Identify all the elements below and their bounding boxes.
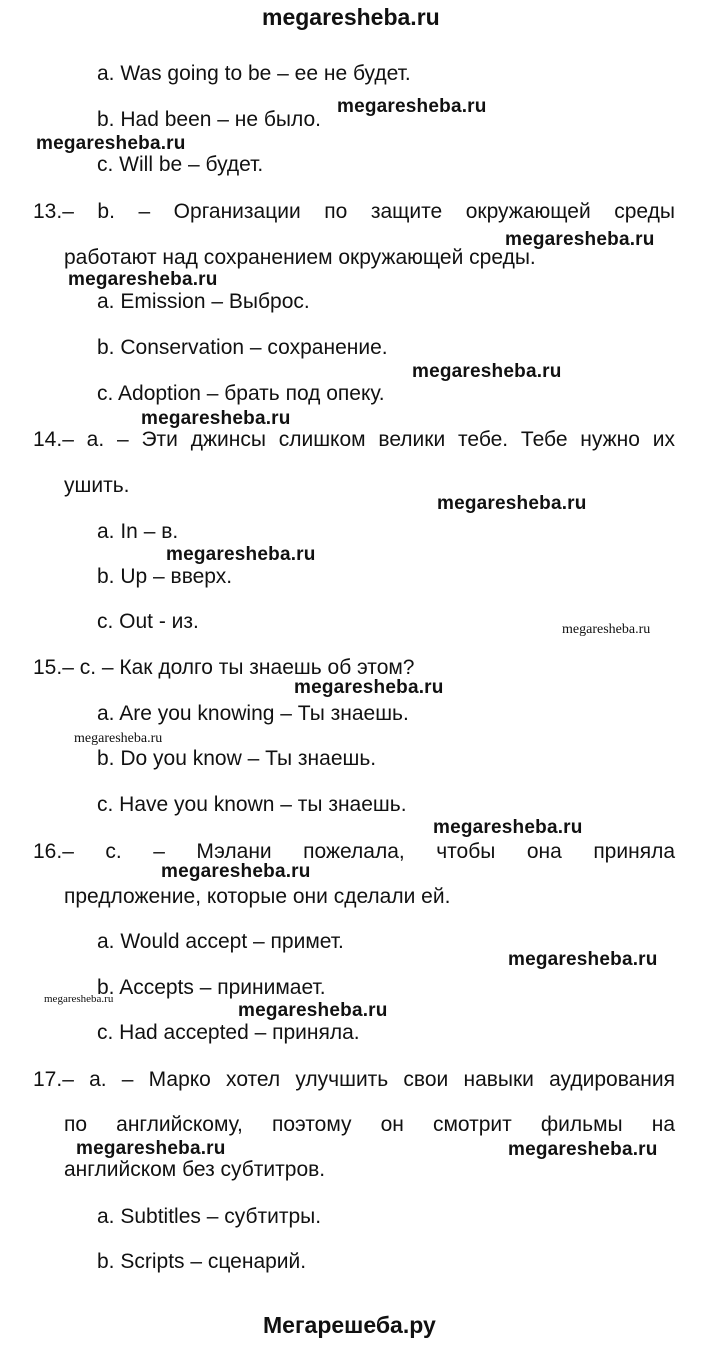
question-text: 15.– c. – Как долго ты знаешь об этом?: [33, 656, 415, 679]
watermark: megaresheba.ru: [562, 622, 651, 637]
answer-option: b. Do you know – Ты знаешь.: [97, 747, 377, 770]
answer-option: a. Are you knowing – Ты знаешь.: [97, 702, 409, 725]
answer-option: a. Was going to be – ее не будет.: [97, 62, 411, 85]
question-text: по английскому, поэтому он смотрит фильмы на: [64, 1113, 675, 1136]
answer-option: a. Subtitles – субтитры.: [97, 1205, 322, 1228]
answer-option: a. Emission – Выброс.: [97, 290, 310, 313]
watermark: megaresheba.ru: [161, 861, 311, 882]
watermark: megaresheba.ru: [44, 993, 114, 1005]
answer-option: a. Would accept – примет.: [97, 930, 344, 953]
watermark: megaresheba.ru: [294, 677, 444, 698]
question-text: 17.– a. – Марко хотел улучшить свои навыки аудирования: [33, 1068, 675, 1091]
question-text: 13.– b. – Организации по защите окружающей среды: [33, 200, 675, 223]
question-text: работают над сохранением окружающей среды.: [64, 246, 536, 269]
watermark: megaresheba.ru: [412, 361, 562, 382]
answer-option: b. Up – вверх.: [97, 565, 233, 588]
question-text: 16.– c. – Мэлани пожелала, чтобы она приняла: [33, 840, 675, 863]
question-text: предложение, которые они сделали ей.: [64, 885, 451, 908]
answer-option: b. Accepts – принимает.: [97, 976, 326, 999]
answer-option: c. Had accepted – приняла.: [97, 1021, 360, 1044]
answer-option: c. Out - из.: [97, 610, 199, 633]
watermark: megaresheba.ru: [36, 133, 186, 154]
watermark: megaresheba.ru: [337, 96, 487, 117]
watermark: megaresheba.ru: [238, 1000, 388, 1021]
page-footer: Мегарешеба.ру: [263, 1312, 436, 1338]
answer-option: a. In – в.: [97, 520, 179, 543]
watermark: megaresheba.ru: [68, 269, 218, 290]
watermark: megaresheba.ru: [141, 408, 291, 429]
watermark: megaresheba.ru: [505, 229, 655, 250]
answer-option: b. Had been – не было.: [97, 108, 322, 131]
answer-option: c. Have you known – ты знаешь.: [97, 793, 407, 816]
watermark: megaresheba.ru: [74, 731, 163, 746]
question-text: 14.– a. – Эти джинсы слишком велики тебе. Тебе нужно их: [33, 428, 675, 451]
answer-option: c. Will be – будет.: [97, 153, 264, 176]
watermark: megaresheba.ru: [433, 817, 583, 838]
answer-option: c. Adoption – брать под опеку.: [97, 382, 385, 405]
question-text: английском без субтитров.: [64, 1158, 326, 1181]
page-header: megaresheba.ru: [262, 4, 440, 30]
answer-option: b. Scripts – сценарий.: [97, 1250, 307, 1273]
watermark: megaresheba.ru: [508, 1139, 658, 1160]
watermark: megaresheba.ru: [76, 1138, 226, 1159]
watermark: megaresheba.ru: [508, 949, 658, 970]
answer-option: b. Conservation – сохранение.: [97, 336, 388, 359]
watermark: megaresheba.ru: [437, 493, 587, 514]
question-text: ушить.: [64, 474, 130, 497]
watermark: megaresheba.ru: [166, 544, 316, 565]
